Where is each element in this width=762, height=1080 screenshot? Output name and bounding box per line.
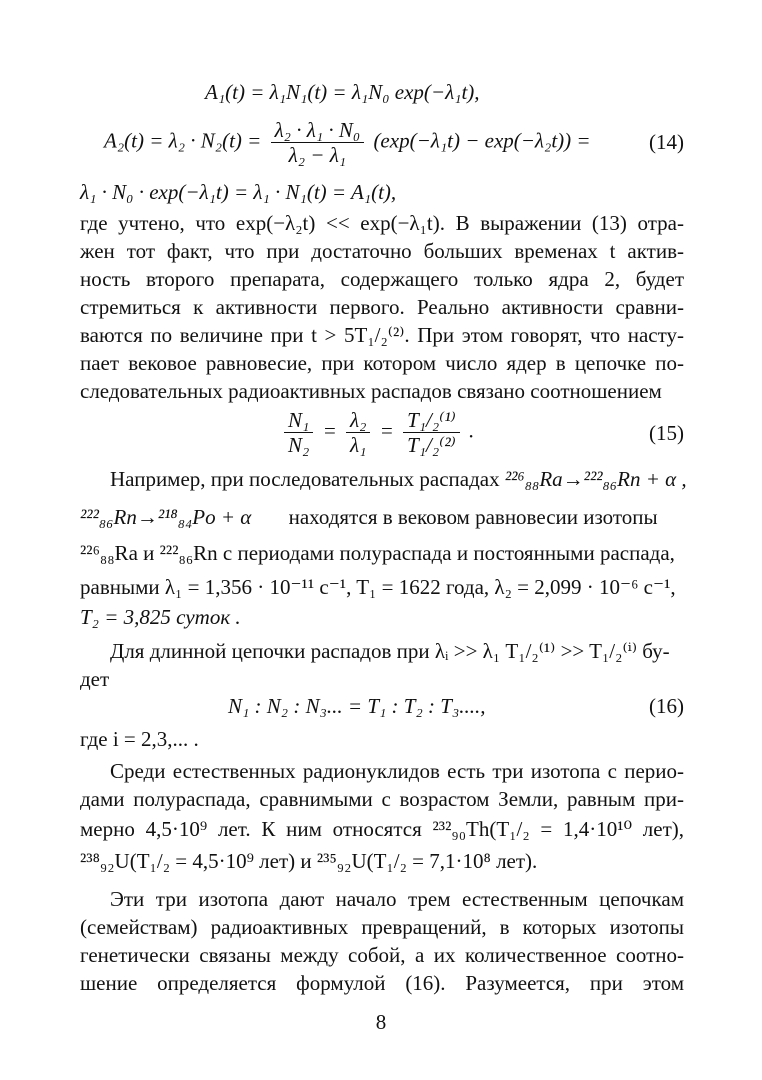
eq15-frac-n-num: N₁ [284,408,313,433]
para2-line3: ²²⁶₈₈Ra и ²²²₈₆Rn с периодами полураспада и постоянными распада, [80,541,675,565]
para5-line3: генетически связаны между собой, а их количественное соотно- [80,943,684,967]
para4-line3: мерно 4,5·10⁹ лет. К ним относятся ²³²₉₀Th(T₁/₂ = 1,4·10¹⁰ лет), [80,817,684,841]
para1-line2: жен тот факт, что при достаточно больших временах t актив- [80,239,684,263]
eq15-period: . [469,418,475,443]
para3-line2: дет [80,667,110,691]
eq15 [280,408,474,457]
eq14-line2-left: A₂(t) = λ₂ · N₂(t) = [104,128,262,153]
para2-line5: T₂ = 3,825 суток . [80,605,241,629]
eq15-frac-lambda [346,408,370,457]
eq14-line2-right: (exp(−λ₁t) − exp(−λ₂t)) = [373,128,591,153]
eq14-numerator: λ₂ · λ₁ · N₀ [271,118,365,143]
eq15-frac-n-den: N₂ [288,433,310,457]
page-number: 8 [375,1010,387,1034]
para2-line2 [80,504,684,530]
eq15-frac-lambda-den: λ₁ [349,433,367,457]
eq15-frac-lambda-num: λ₂ [346,408,370,433]
para5-line4: шение определяется формулой (16). Разумеется, при этом [80,971,684,995]
eq16: N₁ : N₂ : N₃... = T₁ : T₂ : T₃...., [228,694,486,718]
para2-line1-text: Например, при последовательных распадах [110,467,500,491]
eq15-frac-t-num: T₁/₂⁽¹⁾ [403,408,460,433]
para4-line4: ²³⁸₉₂U(T₁/₂ = 4,5·10⁹ лет) и ²³⁵₉₂U(T₁/₂ = 7,1·10⁸ лет). [80,849,538,873]
para4-line2: дами полураспада, сравнимыми с возрастом Земли, равным при- [80,787,684,811]
para1-line4: стремиться к активности первого. Реально активности сравни- [80,295,684,319]
para2-line2-formula: ²²²₈₆Rn→²¹⁸₈₄Po + α [80,505,252,529]
para1-line7: следовательных радиоактивных распадов связано соотношением [80,379,662,403]
eq15-frac-n [284,408,313,457]
para3b-line1: где i = 2,3,... . [80,727,199,751]
eq15-frac-t-den: T₁/₂⁽²⁾ [407,433,456,457]
eq14-number: (14) [649,130,684,154]
para2-line1 [110,466,687,492]
para1-line6: пает вековое равновесие, при котором число ядер в цепочке по- [80,351,684,375]
eq14-fraction [271,118,365,167]
para4-line1: Среди естественных радионуклидов есть три изотопа с перио- [110,759,684,783]
para2-line2-text: находятся в вековом равновесии изотопы [288,505,658,529]
eq15-number: (15) [649,421,684,445]
eq14-line3: λ₁ · N₀ · exp(−λ₁t) = λ₁ · N₁(t) = A₁(t), [80,180,397,204]
eq15-frac-t [403,408,460,457]
eq15-equals-1: = [322,418,337,443]
para3-line1: Для длинной цепочки распадов при λᵢ >> λ₁ T₁/₂⁽¹⁾ >> T₁/₂⁽ⁱ⁾ бу- [110,639,670,663]
eq14-line1: A₁(t) = λ₁N₁(t) = λ₁N₀ exp(−λ₁t), [205,80,480,104]
para2-line1-formula: ²²⁶₈₈Ra→²²²₈₆Rn + α , [504,467,687,491]
eq16-number: (16) [649,694,684,718]
para1-line1: где учтено, что exp(−λ₂t) << exp(−λ₁t). В выражении (13) отра- [80,211,684,235]
para2-line4: равными λ₁ = 1,356 · 10⁻¹¹ c⁻¹, T₁ = 1622 года, λ₂ = 2,099 · 10⁻⁶ c⁻¹, [80,575,676,599]
para5-line1: Эти три изотопа дают начало трем естественным цепочкам [110,887,684,911]
eq14-denominator: λ₂ − λ₁ [288,143,347,167]
para5-line2: (семействам) радиоактивных превращений, в которых изотопы [80,915,684,939]
para1-line3: ность второго препарата, содержащего только ядра 2, будет [80,267,684,291]
para1-line5: ваются по величине при t > 5T₁/₂⁽²⁾. При этом говорят, что насту- [80,323,684,347]
eq14-line2 [104,118,591,167]
eq15-equals-2: = [379,418,394,443]
